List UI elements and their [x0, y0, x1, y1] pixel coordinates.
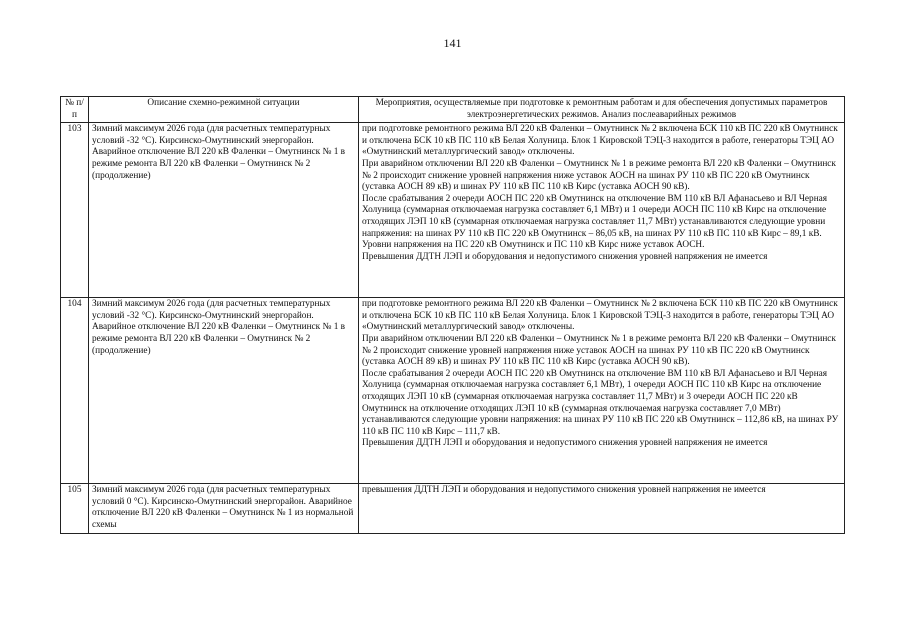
row-number: 105	[61, 484, 89, 533]
header-description: Описание схемно-режимной ситуации	[89, 97, 359, 123]
situation-description: Зимний максимум 2026 года (для расчетных температурных условий 0 °С). Кирсинско-Омутнинский энергорайон. Аварийное отключение ВЛ 220 кВ Фаленки – Омутнинск № 1 из нормальной схемы	[89, 484, 359, 533]
measure-paragraph: превышения ДДТН ЛЭП и оборудования и недопустимого снижения уровней напряжения не имеется	[362, 485, 766, 496]
measures-cell	[359, 484, 845, 533]
measure-paragraph: при подготовке ремонтного режима ВЛ 220 кВ Фаленки – Омутнинск № 2 включена БСК 110 кВ ПС 220 кВ Омутнинск и отключена БСК 10 кВ ПС 110 кВ Белая Холуница. Блок 1 Кировской ТЭЦ-3 находится в работе, генераторы ТЭЦ АО «Омутнинский металлургический завод» отключены.	[362, 299, 838, 333]
row-number: 104	[61, 298, 89, 484]
situation-description: Зимний максимум 2026 года (для расчетных температурных условий -32 °С). Кирсинско-Омутнинский энергорайон. Аварийное отключение ВЛ 220 кВ Фаленки – Омутнинск № 1 в режиме ремонта ВЛ 220 кВ Фаленки – Омутнинск № 2 (продолжение)	[89, 298, 359, 484]
page-number: 141	[443, 36, 462, 50]
measures-cell	[359, 298, 845, 484]
table-row	[61, 484, 845, 533]
measures-table	[60, 96, 845, 534]
measure-paragraph: После срабатывания 2 очереди АОСН ПС 220 кВ Омутнинск на отключение ВМ 110 кВ ВЛ Афанасьево и ВЛ Черная Холуница (суммарная отключаемая нагрузка составляет 6,1 МВт), 1 очереди АОСН ПС 110 кВ Кирс на отключение отходящих ЛЭП 10 кВ (суммарная отключаемая нагрузка составляет 11,7 МВт) и 3 очереди АОСН ПС 220 кВ Омутнинск на отключение отходящих ЛЭП 10 кВ (суммарная отключаемая нагрузка составляет 7,0 МВт) устанавливаются следующие уровни напряжения: на шинах РУ 110 кВ ПС 220 кВ Омутнинск – 112,86 кВ, на шинах РУ 110 кВ ПС 110 кВ Кирс – 111,7 кВ.	[362, 368, 839, 437]
measure-paragraph: При аварийном отключении ВЛ 220 кВ Фаленки – Омутнинск № 1 в режиме ремонта ВЛ 220 кВ Фаленки – Омутнинск № 2 происходит снижение уровней напряжения ниже уставок АОСН на шинах РУ 110 кВ ПС 220 кВ Омутнинск (уставка АОСН 89 кВ) и шинах РУ 110 кВ ПС 110 кВ Кирс (уставка АОСН 90 кВ).	[362, 333, 836, 368]
header-number: № п/п	[61, 97, 89, 123]
situation-description: Зимний максимум 2026 года (для расчетных температурных условий -32 °С). Кирсинско-Омутнинский энергорайон. Аварийное отключение ВЛ 220 кВ Фаленки – Омутнинск № 1 в режиме ремонта ВЛ 220 кВ Фаленки – Омутнинск № 2 (продолжение)	[89, 123, 359, 298]
measure-paragraph: При аварийном отключении ВЛ 220 кВ Фаленки – Омутнинск № 1 в режиме ремонта ВЛ 220 кВ Фаленки – Омутнинск № 2 происходит снижение уровней напряжения ниже уставок АОСН на шинах РУ 110 кВ ПС 220 кВ Омутнинск (уставка АОСН 89 кВ) и шинах РУ 110 кВ ПС 110 кВ Кирс (уставка АОСН 90 кВ).	[362, 158, 836, 193]
measures-cell	[359, 123, 845, 298]
table-row	[61, 123, 845, 298]
header-measures: Мероприятия, осуществляемые при подготовке к ремонтным работам и для обеспечения допустимых параметров электроэнергетических режимов. Анализ послеаварийных режимов	[359, 97, 845, 123]
measure-paragraph: Превышения ДДТН ЛЭП и оборудования и недопустимого снижения уровней напряжения не имеется	[362, 438, 768, 449]
measure-paragraph: при подготовке ремонтного режима ВЛ 220 кВ Фаленки – Омутнинск № 2 включена БСК 110 кВ ПС 220 кВ Омутнинск и отключена БСК 10 кВ ПС 110 кВ Белая Холуница. Блок 1 Кировской ТЭЦ-3 находится в работе, генераторы ТЭЦ АО «Омутнинский металлургический завод» отключены.	[362, 124, 838, 158]
measure-paragraph: Превышения ДДТН ЛЭП и оборудования и недопустимого снижения уровней напряжения не имеется	[362, 251, 768, 262]
table-row	[61, 298, 845, 484]
measure-paragraph: После срабатывания 2 очереди АОСН ПС 220 кВ Омутнинск на отключение ВМ 110 кВ ВЛ Афанасьево и ВЛ Черная Холуница (суммарная отключаемая нагрузка составляет 6,1 МВт) и 1 очереди АОСН ПС 110 кВ Кирс на отключение отходящих ЛЭП 10 кВ (суммарная отключаемая нагрузка составляет 11,7 МВт) устанавливаются следующие уровни напряжения: на шинах РУ 110 кВ ПС 220 кВ Омутнинск – 86,05 кВ, на шинах РУ 110 кВ ПС 110 кВ Кирс – 89,1 кВ. Уровни напряжения на ПС 220 кВ Омутнинск и ПС 110 кВ Кирс ниже уставок АОСН.	[362, 193, 828, 251]
row-number: 103	[61, 123, 89, 298]
table-header-row	[61, 97, 845, 123]
